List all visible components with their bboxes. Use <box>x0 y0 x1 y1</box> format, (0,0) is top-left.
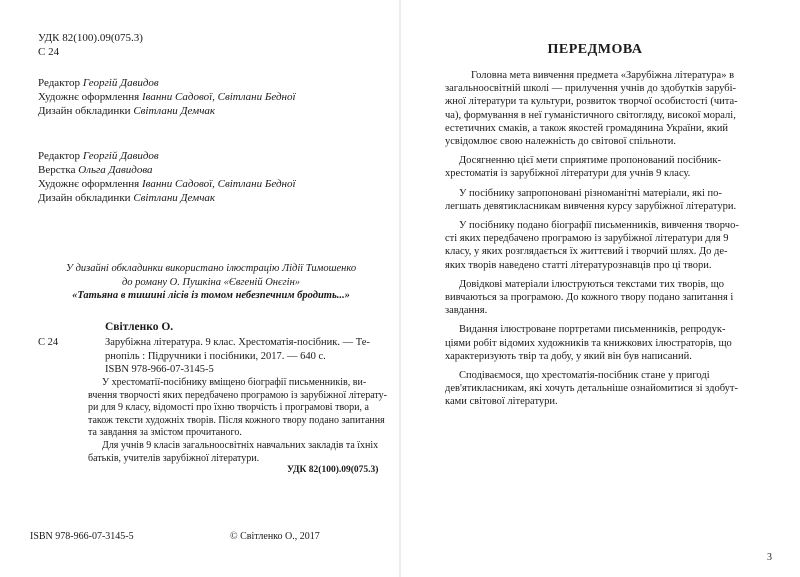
preface-line: вивчаються за програмою. До кожного твору подано запитання і <box>445 292 734 304</box>
credit-line: Дизайн обкладинки Світлани Демчак <box>38 192 216 204</box>
udk-code: УДК 82(100).09(075.3) <box>38 32 143 44</box>
preface-line: ками світової літератури. <box>445 396 558 408</box>
annotation-line: Для учнів 9 класів загальноосвітніх навчальних закладів та їхніх <box>102 439 379 451</box>
bib-line: Зарубіжна література. 9 клас. Хрестоматія-посібник. — Те- <box>105 337 370 348</box>
annotation <box>88 377 387 465</box>
preface-paragraph <box>445 278 765 318</box>
preface-paragraph <box>445 323 765 363</box>
preface-line: хрестоматія із зарубіжної літератури для учнів 9 класу. <box>445 168 691 180</box>
preface-line: Головна мета вивчення предмета «Зарубіжна література» в <box>471 70 735 81</box>
annotation-line: ри для 9 класу, відомості про їхню творчість і програмові твори, а <box>88 402 369 414</box>
udk-code-secondary: УДК 82(100).09(075.3) <box>287 465 379 475</box>
preface-line: загальноосвітній школі — прилучення учнів до здобутків зарубі- <box>445 83 737 95</box>
preface-line: ча), формування в неї гуманістичного світогляду, високої моралі, <box>445 109 736 121</box>
annotation-line: також тексти художніх творів. Після кожного твору подано запитання <box>88 414 385 426</box>
credits-first <box>38 76 296 118</box>
preface-paragraph <box>445 154 765 180</box>
preface-heading: ПЕРЕДМОВА <box>547 42 643 57</box>
preface-line: дев'ятикласникам, які хочуть детальніше ознайомитися зі здобут- <box>445 383 738 395</box>
annotation-line: батьків, учителів зарубіжної літератури. <box>88 452 260 464</box>
preface-paragraph <box>445 69 765 148</box>
credit-line: Редактор Георгій Давидов <box>38 150 159 162</box>
credit-line: Дизайн обкладинки Світлани Демчак <box>38 105 216 117</box>
isbn-footer: ISBN 978-966-07-3145-5 <box>30 531 134 542</box>
cover-note-line: У дизайні обкладинки використано ілюстрацію Лідії Тимошенко <box>65 263 357 274</box>
cover-note-line: до роману О. Пушкіна «Євгеній Онєгін» <box>121 276 301 288</box>
preface-line: характеризують твір та добу, у який він був написаний. <box>445 350 692 362</box>
library-code: С 24 <box>38 46 60 58</box>
credit-line: Художнє оформлення Іванни Садової, Світлани Бедної <box>38 91 296 103</box>
bib-line: рнопіль : Підручники і посібники, 2017. — 640 с. <box>105 350 326 362</box>
copyright-footer: © Світленко О., 2017 <box>230 531 320 542</box>
preface-line: Довідкові матеріали ілюструються текстами тих творів, що <box>459 278 725 290</box>
cover-illustration-note <box>46 262 376 303</box>
library-code-secondary: С 24 <box>38 337 59 348</box>
credit-line: Художнє оформлення Іванни Садової, Світлани Бедної <box>38 178 296 190</box>
preface-paragraph <box>445 187 765 213</box>
preface-line: У посібнику запропоновані різноманітні матеріали, які по- <box>459 187 722 199</box>
preface-line: жної літератури та культури, розвиток творчої особистості (чита- <box>445 96 738 108</box>
preface-line: естетичних смаків, а також якостей громадянина України, який <box>445 122 728 134</box>
annotation-line: вчення творчості яких передбачено програмою із зарубіжної літерату- <box>88 389 387 401</box>
preface-line: легшать девятикласникам вивчення курсу зарубіжної літератури. <box>445 200 737 212</box>
preface-line: яких творів наведено статті літературознавців про ці твори. <box>445 259 712 271</box>
preface-line: Видання ілюстроване портретами письменників, репродук- <box>459 324 726 336</box>
preface-line: Досягненню цієї мети сприятиме пропонований посібник- <box>459 155 722 167</box>
bib-line: ISBN 978-966-07-3145-5 <box>105 364 214 375</box>
preface-paragraph <box>445 219 765 272</box>
credit-line: Верстка Ольга Давидова <box>38 164 153 176</box>
preface-line: класу, у яких розглядається їх життєвий і творчий шлях. До де- <box>445 246 728 258</box>
credit-line: Редактор Георгій Давидов <box>38 77 159 89</box>
bibliographic-entry <box>105 334 370 377</box>
preface-paragraph <box>445 369 765 409</box>
preface-line: У посібнику подано біографії письменників, вивчення творчо- <box>459 220 739 232</box>
preface-body <box>445 69 765 409</box>
author-name: Світленко О. <box>105 321 174 333</box>
annotation-line: У хрестоматії-посібнику вміщено біографії письменників, ви- <box>102 377 367 388</box>
annotation-line: та завдання за змістом прочитаного. <box>88 427 242 439</box>
preface-line: сті яких передбачено програмою із зарубіжної літератури для 9 <box>445 233 729 245</box>
preface-line: завдання. <box>445 305 488 317</box>
page-number: 3 <box>767 552 772 563</box>
credits-second <box>38 149 296 205</box>
cover-quote: «Татьяна в тишині лісів із томом небезпечним бродить...» <box>72 290 350 301</box>
preface-line: усвідомлює свою належність до світової спільноти. <box>445 136 676 148</box>
preface-line: ціями робіт відомих художників та книжкових ілюстраторів, що <box>445 337 732 349</box>
preface-line: Сподіваємося, що хрестоматія-посібник стане у пригоді <box>459 370 710 382</box>
